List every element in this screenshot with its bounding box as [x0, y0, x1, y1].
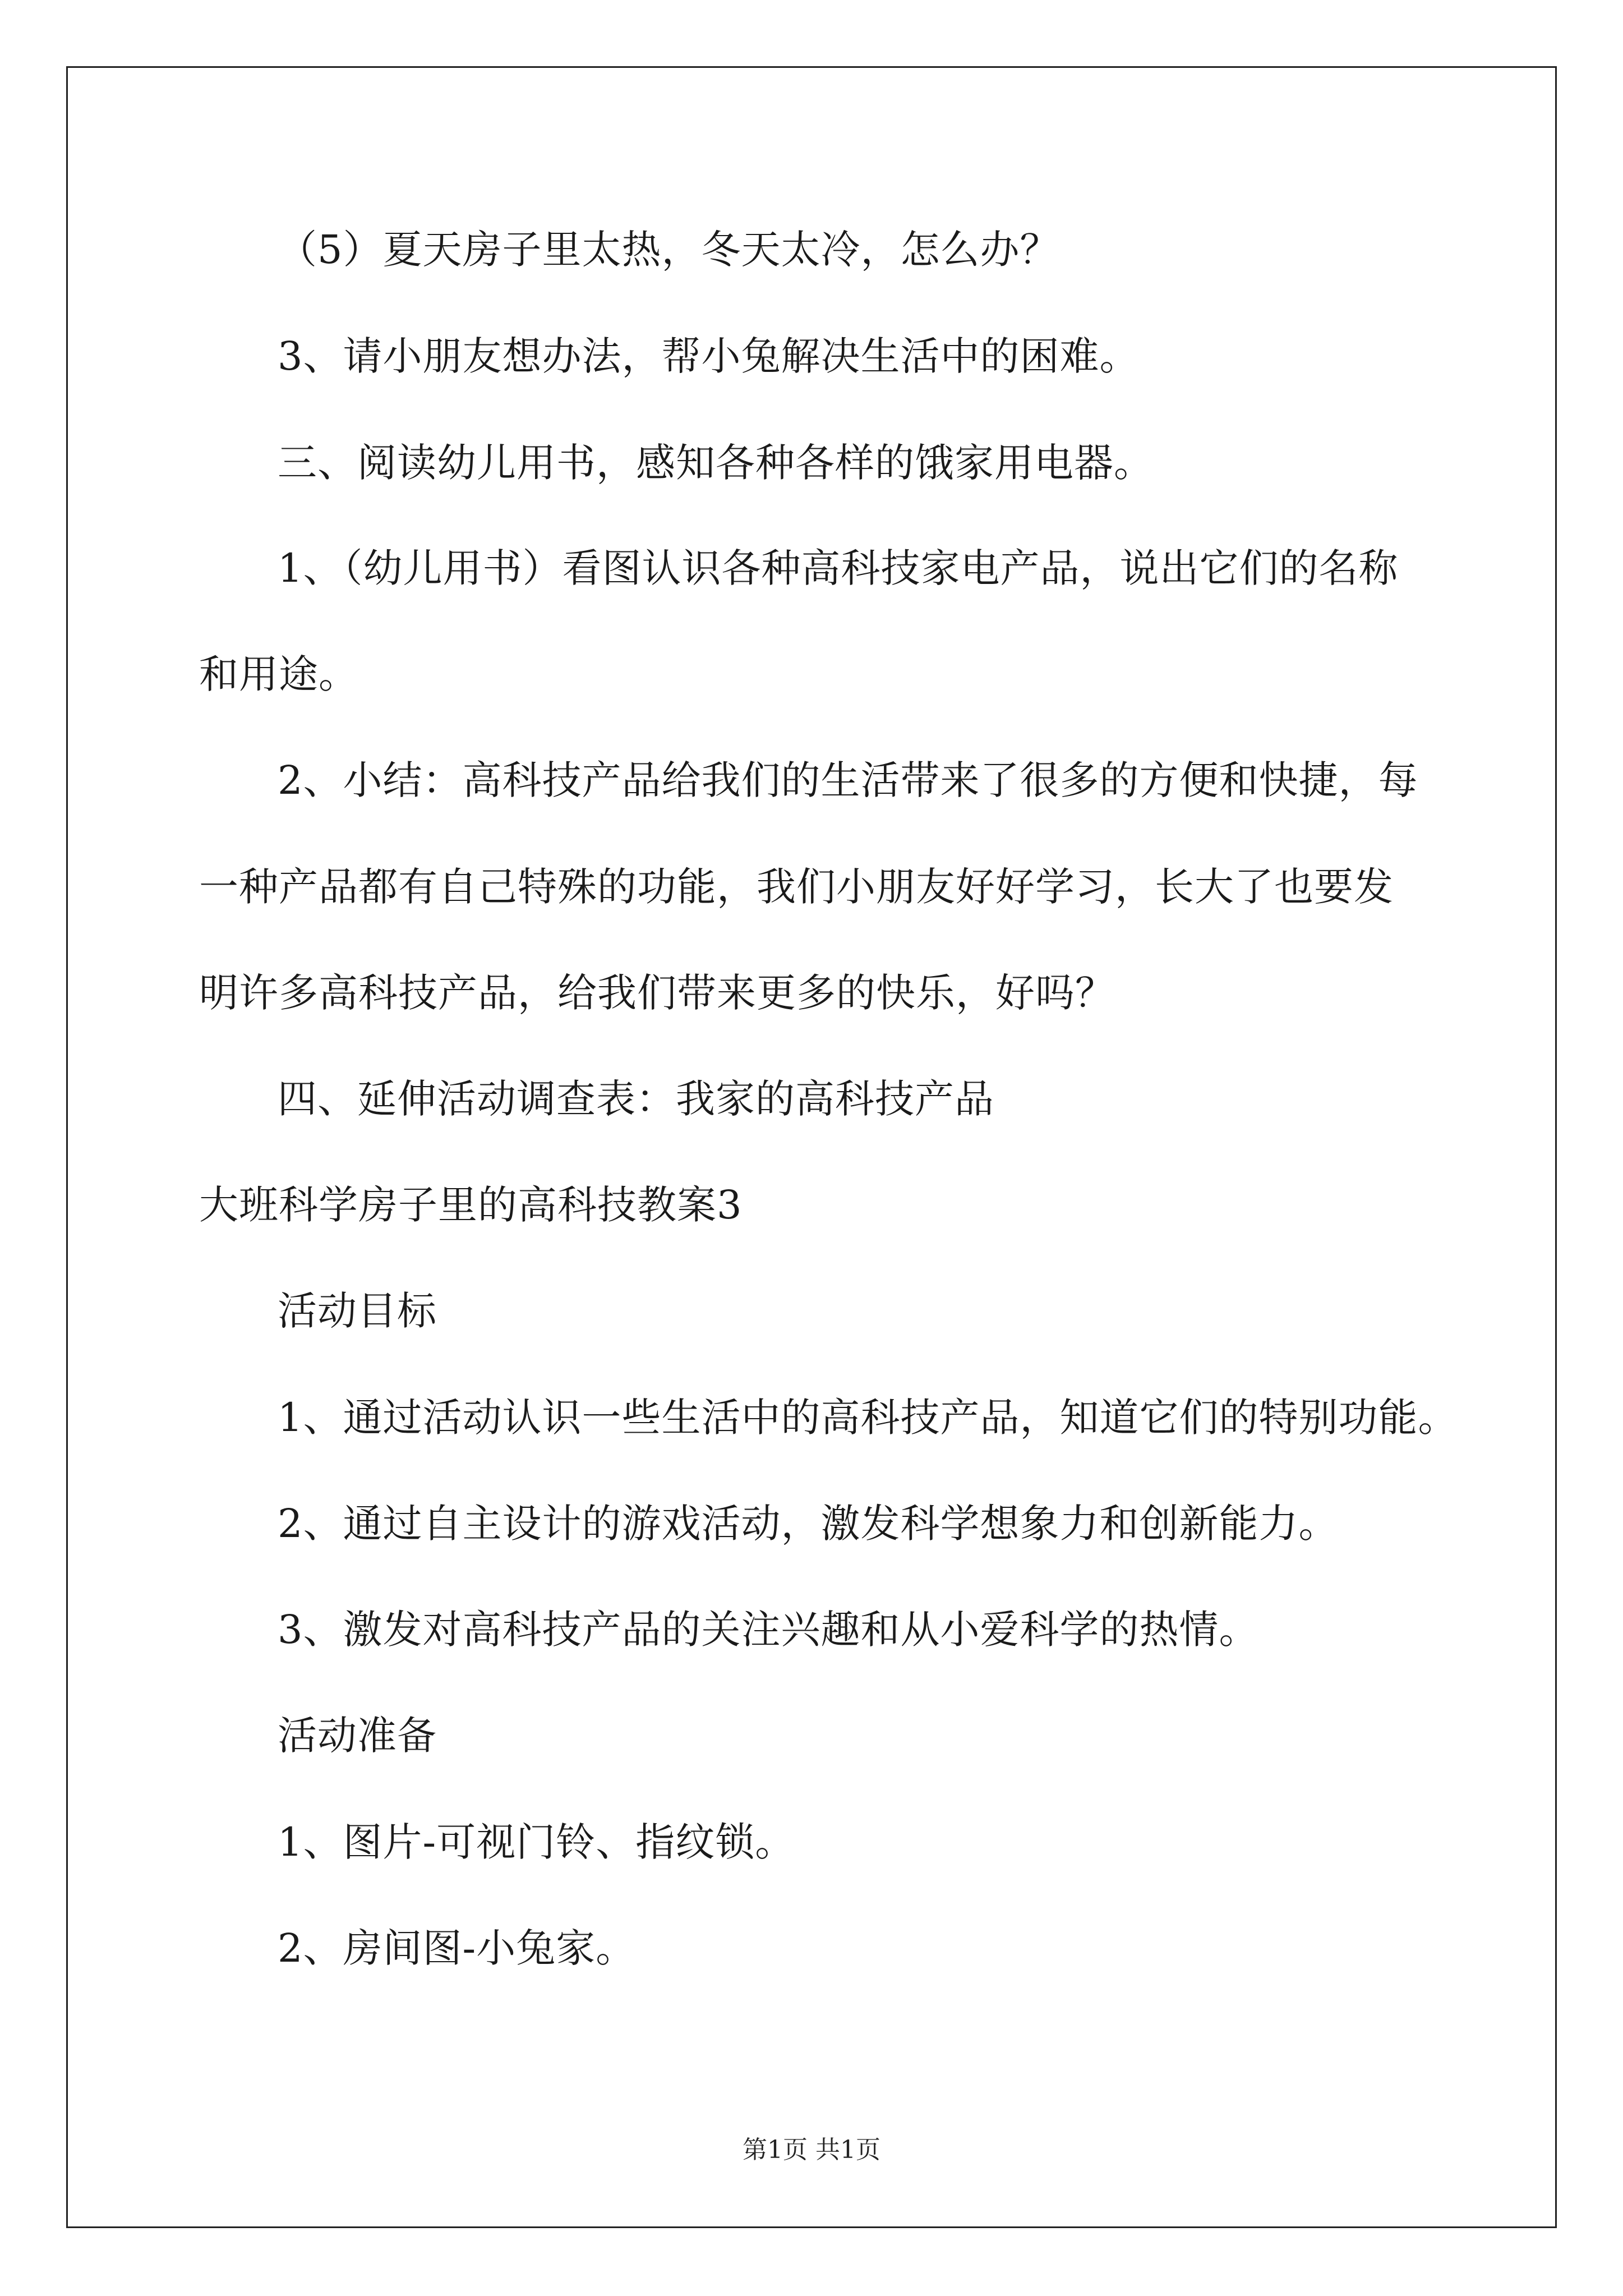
section-heading: 三、阅读幼儿用书，感知各种各样的饿家用电器。 [278, 440, 1154, 486]
paragraph-line: 3、激发对高科技产品的关注兴趣和从小爱科学的热情。 [278, 1607, 1259, 1653]
paragraph-line: 2、房间图-小兔家。 [278, 1925, 636, 1971]
paragraph-line: 2、通过自主设计的游戏活动，激发科学想象力和创新能力。 [278, 1501, 1339, 1547]
paragraph-line: 和用途。 [199, 651, 358, 697]
paragraph-line: （5）夏天房子里太热，冬天太冷，怎么办？ [278, 227, 1060, 273]
document-title: 大班科学房子里的高科技教案3 [199, 1182, 743, 1228]
paragraph-line: 一种产品都有自己特殊的功能，我们小朋友好好学习，长大了也要发 [199, 864, 1394, 910]
paragraph-line: 1、图片-可视门铃、指纹锁。 [278, 1819, 795, 1865]
paragraph-line: 明许多高科技产品，给我们带来更多的快乐，好吗？ [199, 970, 1115, 1016]
paragraph-line: 1、通过活动认识一些生活中的高科技产品，知道它们的特别功能。 [278, 1395, 1458, 1441]
section-heading: 活动准备 [278, 1713, 437, 1759]
section-heading: 活动目标 [278, 1288, 437, 1334]
section-heading: 四、延伸活动调查表：我家的高科技产品 [278, 1076, 994, 1122]
page-border [66, 66, 1557, 2228]
page-footer: 第1页 共1页 [743, 2136, 880, 2164]
paragraph-line: 3、请小朋友想办法，帮小兔解决生活中的困难。 [278, 333, 1140, 379]
paragraph-line: 2、小结：高科技产品给我们的生活带来了很多的方便和快捷，每 [278, 757, 1418, 803]
paragraph-line: 1、（幼儿用书）看图认识各种高科技家电产品，说出它们的名称 [278, 545, 1399, 591]
